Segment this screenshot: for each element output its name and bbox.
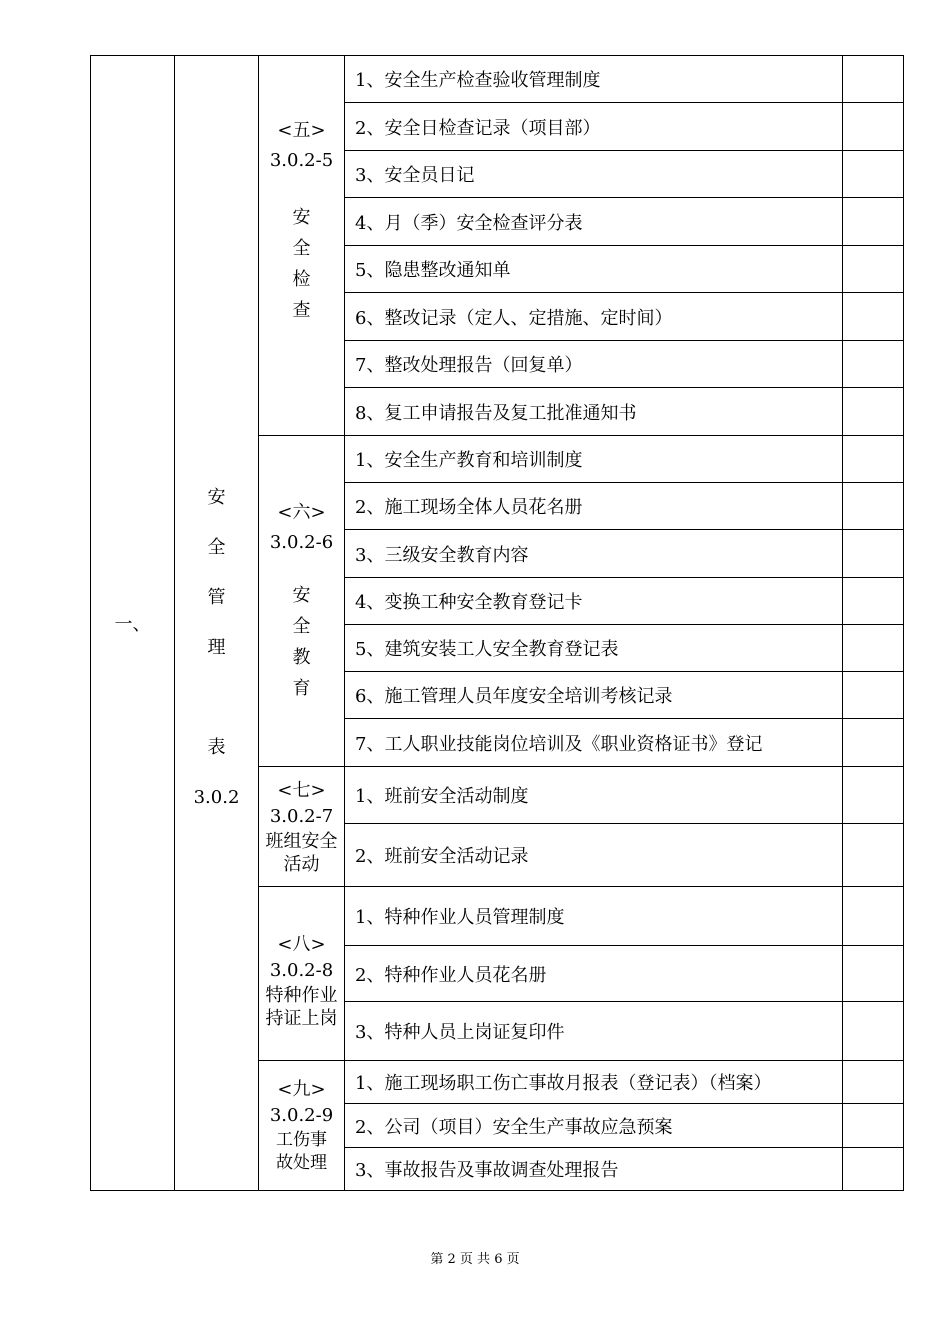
blank-cell (843, 246, 904, 293)
group-label-line: 工伤事 (276, 1129, 327, 1150)
item-cell: 8、复工申请报告及复工批准通知书 (345, 388, 843, 436)
item-cell: 1、特种作业人员管理制度 (345, 887, 843, 946)
blank-cell (843, 151, 904, 198)
group-9-label-cell (259, 1061, 345, 1191)
item-cell: 4、月（季）安全检查评分表 (345, 198, 843, 246)
item-cell: 5、隐患整改通知单 (345, 246, 843, 293)
blank-cell (843, 103, 904, 151)
group-label-char: 查 (292, 299, 311, 321)
category-char: 安 (207, 487, 226, 508)
blank-cell (843, 578, 904, 625)
group-label-char: 教 (292, 647, 311, 668)
item-cell: 3、事故报告及事故调查处理报告 (345, 1148, 843, 1191)
blank-cell (843, 767, 904, 824)
group-code-number: 3.0.2-6 (269, 532, 334, 553)
category-char (175, 673, 258, 723)
document-table (90, 55, 904, 1191)
item-cell: 6、施工管理人员年度安全培训考核记录 (345, 672, 843, 719)
group-label-char: 育 (292, 678, 311, 699)
blank-cell (843, 293, 904, 341)
blank-cell (843, 1148, 904, 1191)
group-code-number: 3.0.2-8 (269, 959, 334, 981)
item-cell: 1、施工现场职工伤亡事故月报表（登记表）（档案） (345, 1061, 843, 1104)
blank-cell (843, 388, 904, 436)
blank-cell (843, 483, 904, 530)
item-cell: 3、三级安全教育内容 (345, 530, 843, 578)
item-cell: 2、班前安全活动记录 (345, 824, 843, 887)
category-cell (175, 56, 259, 1191)
item-cell: 1、安全生产检查验收管理制度 (345, 56, 843, 103)
category-code: 3.0.2 (193, 787, 240, 808)
group-label-char: 安 (292, 206, 311, 228)
item-cell: 2、公司（项目）安全生产事故应急预案 (345, 1104, 843, 1148)
group-label-line: 持证上岗 (265, 1007, 338, 1029)
group-code: <六> (277, 502, 326, 523)
item-cell: 6、整改记录（定人、定措施、定时间） (345, 293, 843, 341)
blank-cell (843, 341, 904, 388)
blank-cell (843, 625, 904, 672)
blank-cell (843, 1104, 904, 1148)
group-5-label-cell (259, 56, 345, 436)
item-cell: 3、特种人员上岗证复印件 (345, 1002, 843, 1061)
blank-cell (843, 946, 904, 1002)
item-cell: 1、班前安全活动制度 (345, 767, 843, 824)
blank-cell (843, 672, 904, 719)
group-7-label-cell (259, 767, 345, 887)
group-label-line: 故处理 (276, 1152, 327, 1173)
group-code: <九> (277, 1078, 326, 1100)
blank-cell (843, 1061, 904, 1104)
blank-cell (843, 1002, 904, 1061)
item-cell: 2、特种作业人员花名册 (345, 946, 843, 1002)
blank-cell (843, 887, 904, 946)
category-char: 理 (207, 637, 226, 658)
blank-cell (843, 530, 904, 578)
item-cell: 3、安全员日记 (345, 151, 843, 198)
group-label-line: 活动 (283, 853, 320, 875)
item-cell: 7、工人职业技能岗位培训及《职业资格证书》登记 (345, 719, 843, 767)
group-label-char: 安 (292, 585, 311, 606)
blank-cell (843, 824, 904, 887)
category-char: 表 (207, 737, 226, 758)
item-cell: 5、建筑安装工人安全教育登记表 (345, 625, 843, 672)
group-code: <五> (277, 119, 326, 141)
item-cell: 7、整改处理报告（回复单） (345, 341, 843, 388)
group-label-line: 班组安全 (265, 830, 338, 852)
section-number: 一、 (114, 614, 151, 635)
group-code: <七> (277, 779, 326, 801)
blank-cell (843, 198, 904, 246)
group-code-number: 3.0.2-5 (269, 149, 334, 171)
group-6-label-cell (259, 436, 345, 767)
blank-cell (843, 719, 904, 767)
item-cell: 2、安全日检查记录（项目部） (345, 103, 843, 151)
group-label-line: 特种作业 (265, 984, 338, 1006)
blank-cell (843, 56, 904, 103)
category-char: 全 (207, 537, 226, 558)
section-number-cell (91, 56, 175, 1191)
blank-cell (843, 436, 904, 483)
group-label-char: 检 (292, 268, 311, 290)
item-cell: 4、变换工种安全教育登记卡 (345, 578, 843, 625)
group-8-label-cell (259, 887, 345, 1061)
group-label-char: 全 (292, 616, 311, 637)
category-char: 管 (207, 587, 226, 608)
group-code-number: 3.0.2-9 (269, 1104, 334, 1126)
page-footer: 第 2 页 共 6 页 (430, 1252, 520, 1267)
group-code: <八> (277, 933, 326, 955)
item-cell: 1、安全生产教育和培训制度 (345, 436, 843, 483)
group-code-number: 3.0.2-7 (269, 805, 334, 827)
item-cell: 2、施工现场全体人员花名册 (345, 483, 843, 530)
group-label-char: 全 (292, 237, 311, 259)
